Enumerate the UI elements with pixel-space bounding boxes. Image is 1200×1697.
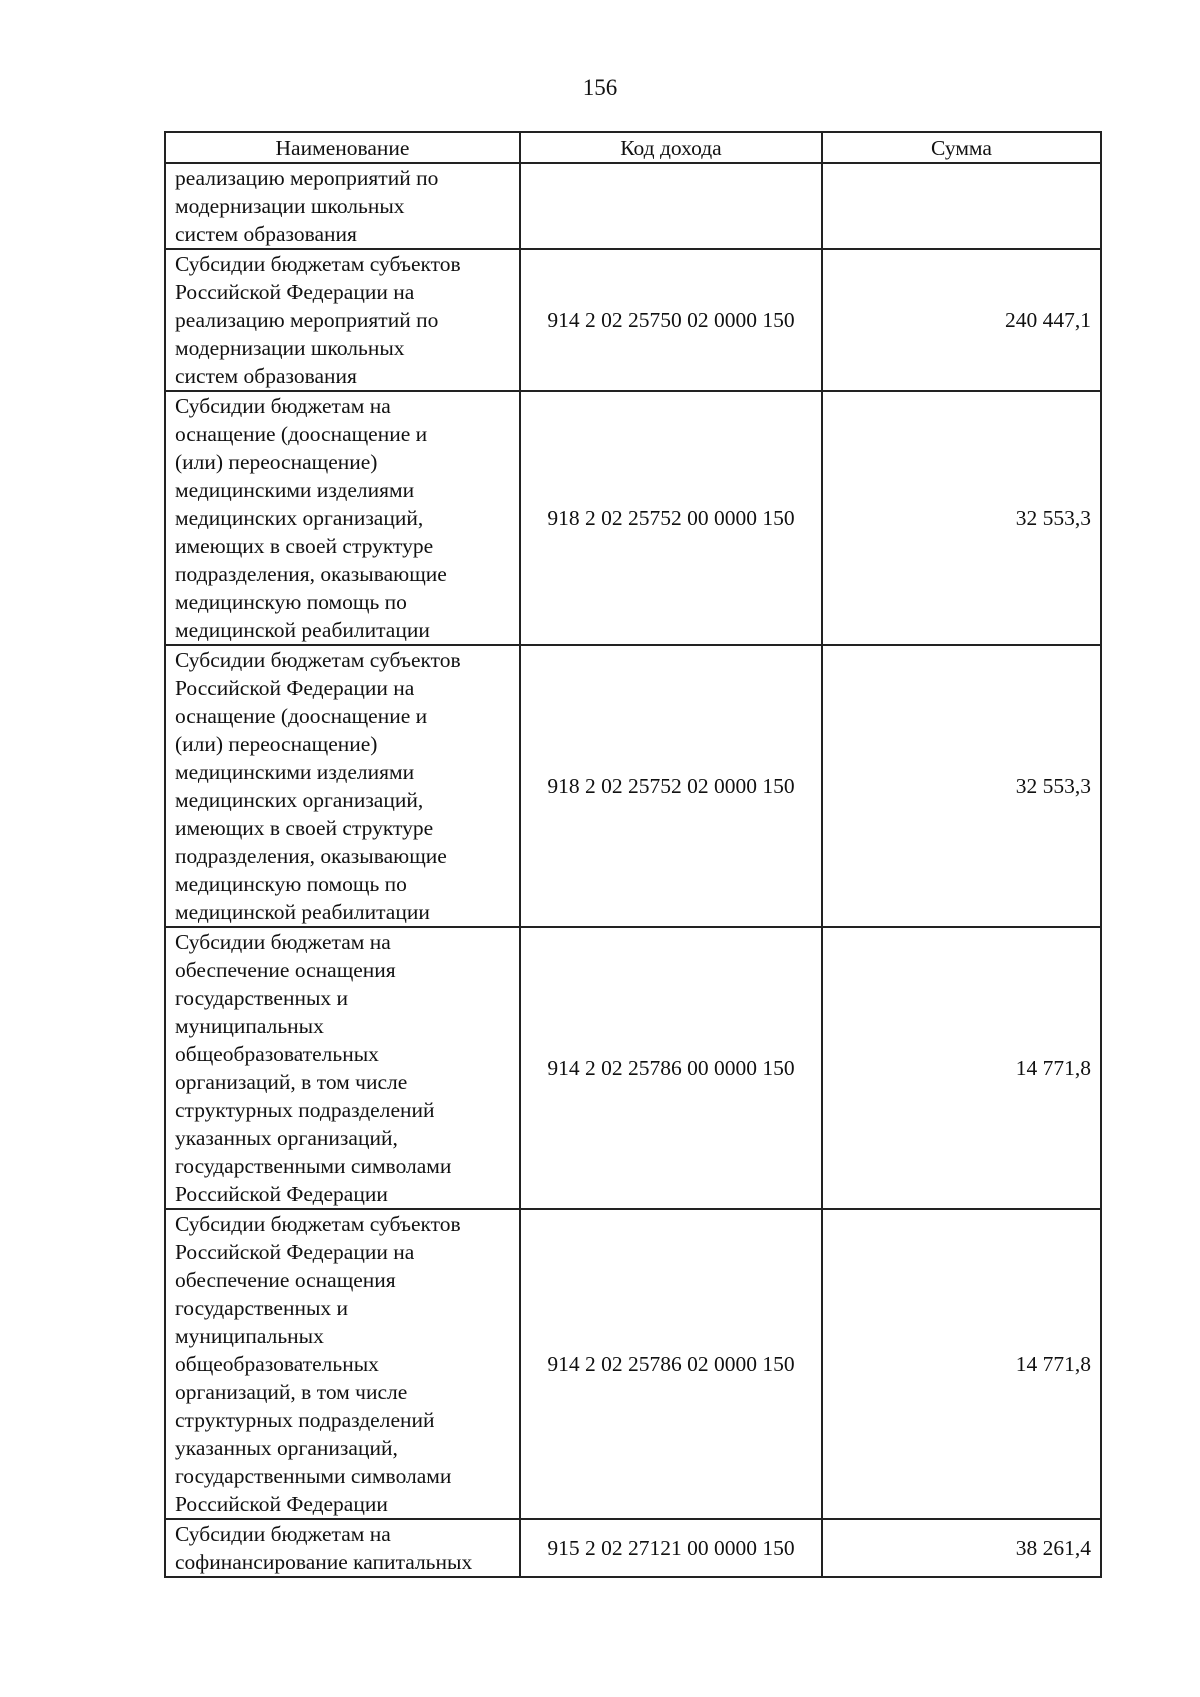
row-name — [165, 645, 520, 927]
header-name: Наименование — [165, 132, 520, 163]
row-name-line: организаций, в том числе — [175, 1380, 408, 1404]
row-name-line: систем образования — [175, 364, 357, 388]
row-name-line: общеобразовательных — [175, 1042, 379, 1066]
row-name — [165, 163, 520, 249]
row-name-line: Субсидии бюджетам субъектов — [175, 252, 461, 276]
row-name-line: имеющих в своей структуре — [175, 534, 434, 558]
row-name-line: медицинскую помощь по — [175, 872, 407, 896]
row-code: 914 2 02 25786 00 0000 150 — [520, 927, 822, 1209]
table-row — [165, 391, 1101, 645]
row-amount: 14 771,8 — [822, 927, 1101, 1209]
row-name-line: Российской Федерации — [175, 1492, 388, 1516]
row-name-line: Субсидии бюджетам субъектов — [175, 648, 461, 672]
row-name-line: (или) переоснащение) — [175, 450, 378, 474]
row-name — [165, 927, 520, 1209]
row-name-line: указанных организаций, — [175, 1436, 398, 1460]
row-code — [520, 163, 822, 249]
row-amount: 32 553,3 — [822, 645, 1101, 927]
row-name-line: указанных организаций, — [175, 1126, 398, 1150]
table-row — [165, 927, 1101, 1209]
row-name-line: организаций, в том числе — [175, 1070, 408, 1094]
row-name-line: государственными символами — [175, 1154, 452, 1178]
row-name-line: Российской Федерации — [175, 1182, 388, 1206]
row-code: 918 2 02 25752 02 0000 150 — [520, 645, 822, 927]
row-name-line: государственных и — [175, 986, 349, 1010]
table-body — [165, 163, 1101, 1577]
row-amount: 38 261,4 — [822, 1519, 1101, 1577]
row-name-line: подразделения, оказывающие — [175, 562, 447, 586]
table-row — [165, 163, 1101, 249]
row-name-line: модернизации школьных — [175, 336, 405, 360]
row-name — [165, 391, 520, 645]
row-name-line: медицинских организаций, — [175, 788, 424, 812]
row-name-line: софинансирование капитальных — [175, 1550, 473, 1574]
row-name-line: медицинских организаций, — [175, 506, 424, 530]
row-name-line: обеспечение оснащения — [175, 958, 396, 982]
table-row — [165, 645, 1101, 927]
row-name-line: (или) переоснащение) — [175, 732, 378, 756]
row-name-line: Российской Федерации на — [175, 1240, 415, 1264]
row-name-line: медицинскую помощь по — [175, 590, 407, 614]
row-name-line: реализацию мероприятий по — [175, 308, 439, 332]
row-name-line: медицинской реабилитации — [175, 618, 430, 642]
row-name-line: имеющих в своей структуре — [175, 816, 434, 840]
row-name-line: медицинскими изделиями — [175, 760, 415, 784]
row-amount — [822, 163, 1101, 249]
header-code: Код дохода — [520, 132, 822, 163]
row-name-line: структурных подразделений — [175, 1408, 435, 1432]
row-name-line: реализацию мероприятий по — [175, 166, 439, 190]
row-name-line: Субсидии бюджетам на — [175, 394, 391, 418]
row-name-line: Российской Федерации на — [175, 280, 415, 304]
row-name-line: оснащение (дооснащение и — [175, 422, 428, 446]
row-code: 915 2 02 27121 00 0000 150 — [520, 1519, 822, 1577]
row-name-line: систем образования — [175, 222, 357, 246]
page-number: 156 — [582, 75, 618, 100]
row-name-line: государственными символами — [175, 1464, 452, 1488]
row-name-line: Субсидии бюджетам на — [175, 1522, 391, 1546]
table-row — [165, 1209, 1101, 1519]
row-name-line: Субсидии бюджетам субъектов — [175, 1212, 461, 1236]
row-code: 918 2 02 25752 00 0000 150 — [520, 391, 822, 645]
row-code: 914 2 02 25786 02 0000 150 — [520, 1209, 822, 1519]
row-name — [165, 1519, 520, 1577]
row-name-line: обеспечение оснащения — [175, 1268, 396, 1292]
row-name-line: муниципальных — [175, 1324, 324, 1348]
row-code: 914 2 02 25750 02 0000 150 — [520, 249, 822, 391]
row-amount: 14 771,8 — [822, 1209, 1101, 1519]
table-row — [165, 1519, 1101, 1577]
row-name-line: государственных и — [175, 1296, 349, 1320]
row-name — [165, 249, 520, 391]
row-name-line: подразделения, оказывающие — [175, 844, 447, 868]
table-header-row — [165, 132, 1101, 163]
row-name-line: медицинскими изделиями — [175, 478, 415, 502]
row-amount: 32 553,3 — [822, 391, 1101, 645]
row-name-line: структурных подразделений — [175, 1098, 435, 1122]
row-name-line: Субсидии бюджетам на — [175, 930, 391, 954]
row-name-line: муниципальных — [175, 1014, 324, 1038]
header-amount: Сумма — [822, 132, 1101, 163]
row-name-line: медицинской реабилитации — [175, 900, 430, 924]
row-name-line: Российской Федерации на — [175, 676, 415, 700]
revenue-table — [164, 131, 1102, 1578]
table-row — [165, 249, 1101, 391]
row-name-line: общеобразовательных — [175, 1352, 379, 1376]
row-name-line: модернизации школьных — [175, 194, 405, 218]
row-name — [165, 1209, 520, 1519]
row-name-line: оснащение (дооснащение и — [175, 704, 428, 728]
row-amount: 240 447,1 — [822, 249, 1101, 391]
